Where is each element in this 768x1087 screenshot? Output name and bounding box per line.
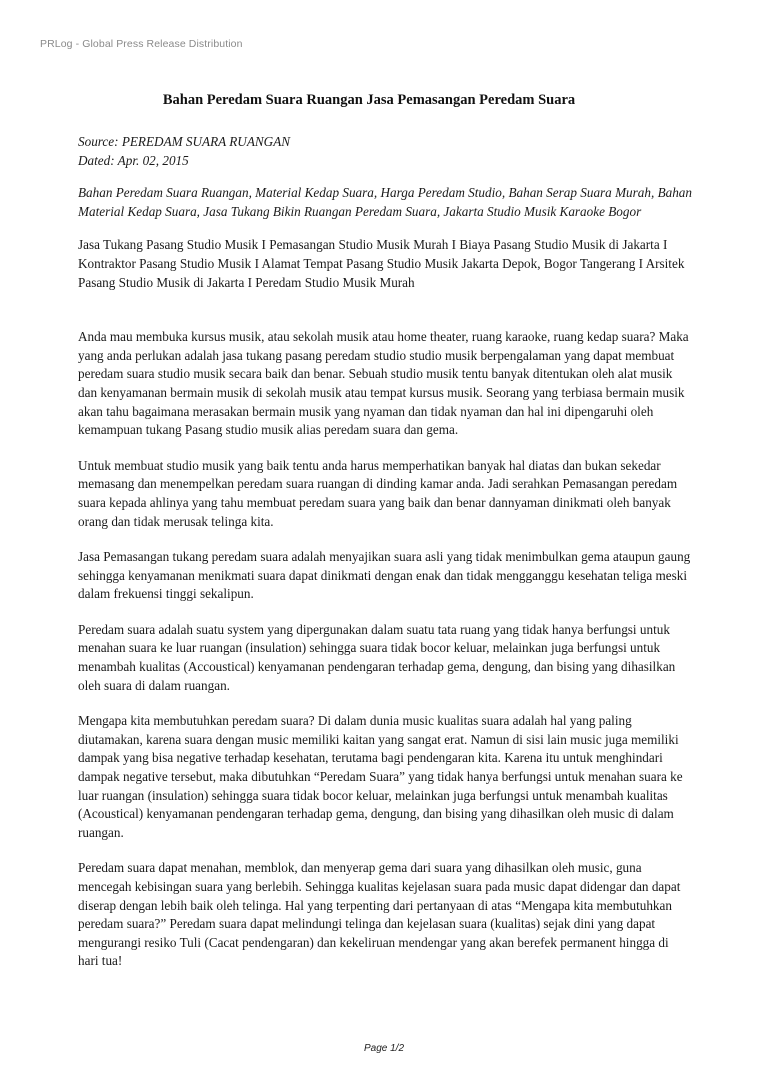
subtitle-paragraph: Jasa Tukang Pasang Studio Musik I Pemasangan Studio Musik Murah I Biaya Pasang Studio Musik di Jakarta I Kontraktor Pasang Studio Musik I Alamat Tempat Pasang Studio Musik Jakarta Depok, Bogor Tangerang I Arsitek Pasang Studio Musik di Jakarta I Peredam Studio Musik Murah <box>78 237 685 290</box>
body-paragraph: Mengapa kita membutuhkan peredam suara? Di dalam dunia music kualitas suara adalah hal yang paling diutamakan, karena suara dengan music memiliki kaitan yang sangat erat. Namun di sisi lain music juga memiliki dampak yang bisa negative terhadap kesehatan, terutama bagi pendengaran kita. Karena itu untuk menghindari dampak negative tersebut, maka dibutuhkan “Peredam Suara” yang tidak hanya berfungsi untuk menahan suara ke luar ruangan (insulation) sehingga suara tidak bocor keluar, melainkan juga berfungsi untuk menambah kualitas (Acoustical) kenyamanan pendengaran terhadap gema, dengung, dan bising yang dihasilkan oleh music di dalam ruangan. <box>78 713 683 840</box>
body-paragraph: Peredam suara dapat menahan, memblok, dan menyerap gema dari suara yang dihasilkan oleh music, guna mencegah kebisingan suara yang berlebih. Sehingga kualitas kejelasan suara pada music dapat didengar dan dapat diserap dengan lebih baik oleh telinga. Hal yang terpenting dari pertanyaan di atas “Mengapa kita membutuhkan peredam suara?” Peredam suara dapat melindungi telinga dan kejelasan suara (kualitas) sejak dini yang dapat mengurangi resiko Tuli (Cacat pendengaran) dan kekeliruan mendengar yang akan berefek permanent hingga di hari tua! <box>78 860 681 969</box>
page-title: Bahan Peredam Suara Ruangan Jasa Pemasangan Peredam Suara <box>162 92 576 108</box>
source-line: Source: PEREDAM SUARA RUANGAN <box>78 134 291 149</box>
keywords-paragraph: Bahan Peredam Suara Ruangan, Material Kedap Suara, Harga Peredam Studio, Bahan Serap Suara Murah, Bahan Material Kedap Suara, Jasa Tukang Bikin Ruangan Peredam Suara, Jakarta Studio Musik Karaoke Bogor <box>78 185 692 219</box>
distribution-header: PRLog - Global Press Release Distribution <box>40 38 243 50</box>
body-paragraph: Peredam suara adalah suatu system yang dipergunakan dalam suatu tata ruang yang tidak hanya berfungsi untuk menahan suara ke luar ruangan (insulation) sehingga suara tidak bocor keluar, melainkan juga berfungsi untuk menambah kualitas (Accoustical) kenyamanan pendengaran terhadap gema, dengung, dan bising yang dihasilkan oleh suara di dalam ruangan. <box>78 621 676 693</box>
page-number: Page 1/2 <box>363 1043 405 1054</box>
body-paragraph: Anda mau membuka kursus musik, atau sekolah musik atau home theater, ruang karaoke, ruang kedap suara? Maka yang anda perlukan adalah jasa tukang pasang peredam studio studio musik berpengalaman yang dapat membuat peredam suara studio musik secara baik dan benar. Sebuah studio musik tentu banyak ditentukan oleh alat musik dan kenyamanan bermain musik di sekolah musik atau tempat kursus musik. Seorang yang terbiasa bermain musik akan tahu bagaimana merasakan bermain musik yang nyaman dan tidak nyaman dan hal ini dipengaruhi oleh kemampuan tukang Pasang studio musik alias peredam suara dan gema. <box>78 329 689 438</box>
body-paragraph: Jasa Pemasangan tukang peredam suara adalah menyajikan suara asli yang tidak menimbulkan gema ataupun gaung sehingga kenyamanan menikmati suara dapat dinikmati dengan enak dan tidak mengganggu kesehatan teliga meski dalam frekuensi tinggi sekalipun. <box>78 549 691 602</box>
body-text <box>78 328 692 971</box>
document-content <box>78 133 692 988</box>
body-paragraph: Untuk membuat studio musik yang baik tentu anda harus memperhatikan banyak hal diatas dan bukan sekedar memasang dan menempelkan peredam suara ruangan di dinding kamar anda. Jadi serahkan Pemasangan peredam suara kepada ahlinya yang tahu membuat peredam suara yang baik dan benar dannyaman dinikmati oleh banyak orang dan tidak merusak telinga kita. <box>78 457 678 529</box>
dated-line: Dated: Apr. 02, 2015 <box>78 152 189 168</box>
